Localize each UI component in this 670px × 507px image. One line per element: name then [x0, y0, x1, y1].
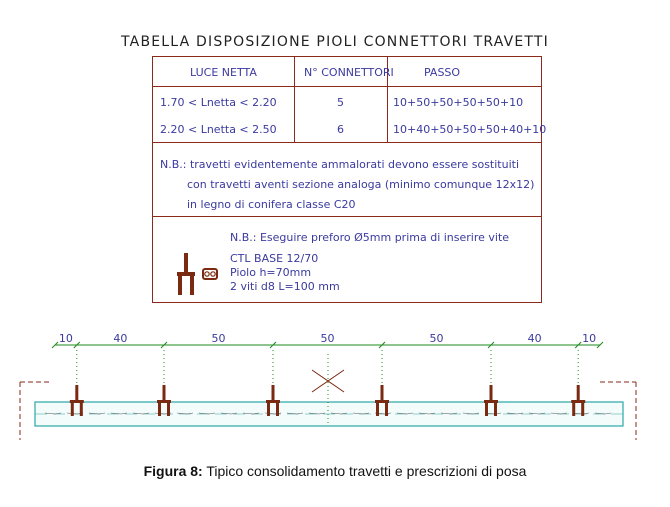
caption-text: Tipico consolidamento travetti e prescrizioni di posa — [202, 463, 527, 479]
note1-line1: N.B.: travetti evidentemente ammalorati devono essere sostituiti — [160, 158, 519, 171]
dimension-label: 10 — [582, 332, 597, 345]
dimension-label: 50 — [211, 332, 226, 345]
note2: N.B.: Eseguire preforo Ø5mm prima di inserire vite — [230, 231, 510, 244]
figure-caption — [0, 463, 670, 479]
connector-icon — [175, 247, 220, 297]
row1-connettori: 5 — [337, 96, 344, 109]
row1-passo: 10+50+50+50+50+10 — [393, 96, 524, 109]
header-n-connettori: N° CONNETTORI — [304, 66, 394, 79]
connector-spec-table — [152, 56, 547, 303]
row2-connettori: 6 — [337, 123, 344, 136]
dimension-label: 40 — [113, 332, 128, 345]
dimension-labels — [59, 332, 596, 345]
note1-line3: in legno di conifera classe C20 — [187, 198, 356, 211]
timber-beam — [35, 402, 623, 426]
note1-line2: con travetti aventi sezione analoga (minimo comunque 12x12) — [187, 178, 535, 191]
dimension-label: 10 — [58, 332, 73, 345]
row2-passo: 10+40+50+50+50+40+10 — [393, 123, 547, 136]
connector-line2: Piolo h=70mm — [230, 266, 312, 279]
dimension-label: 50 — [320, 332, 335, 345]
dimension-label: 50 — [429, 332, 444, 345]
header-passo: PASSO — [424, 66, 461, 79]
connector-line3: 2 viti d8 L=100 mm — [230, 280, 340, 293]
caption-label: Figura 8: — [143, 463, 203, 479]
connector-line1: CTL BASE 12/70 — [230, 252, 319, 265]
row1-luce: 1.70 < Lnetta < 2.20 — [160, 96, 277, 109]
dimension-label: 40 — [527, 332, 542, 345]
header-luce-netta: LUCE NETTA — [190, 66, 257, 79]
row2-luce: 2.20 < Lnetta < 2.50 — [160, 123, 277, 136]
table-title: TABELLA DISPOSIZIONE PIOLI CONNETTORI TRAVETTI — [121, 34, 549, 50]
beam-drawing — [0, 330, 670, 440]
